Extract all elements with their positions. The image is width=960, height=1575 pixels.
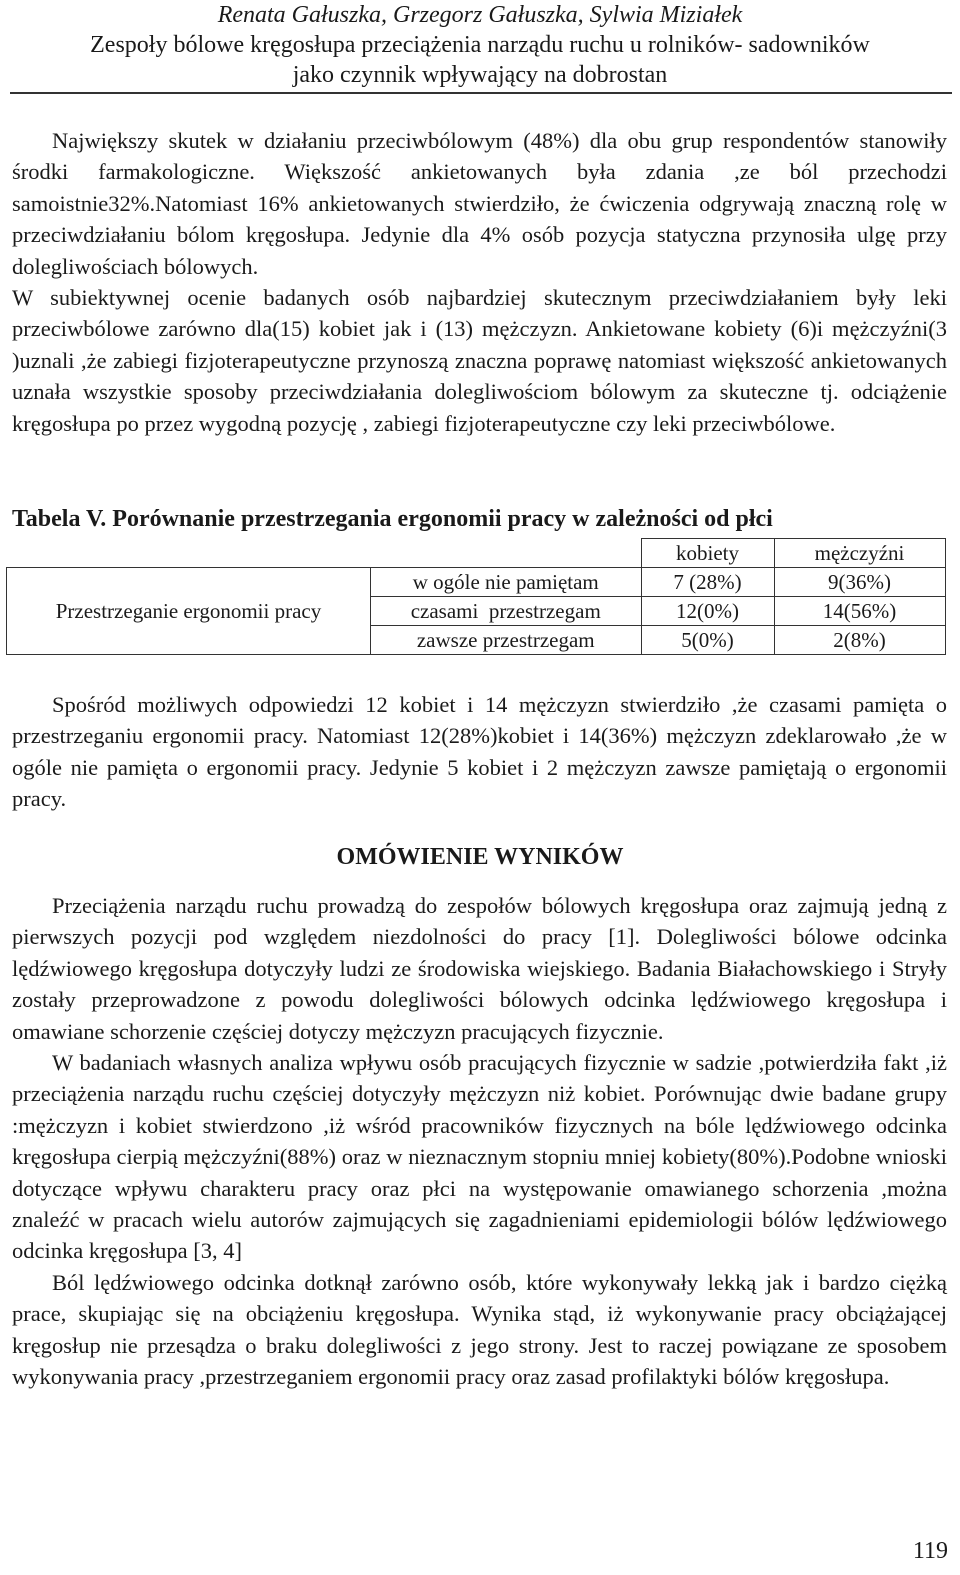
table-caption: Tabela V. Porównanie przestrzegania ergonomii pracy w zależności od płci: [12, 506, 773, 532]
page-number: 119: [912, 1538, 948, 1564]
row-group-label: Przestrzeganie ergonomii pracy: [7, 568, 371, 655]
table-commentary: [12, 689, 947, 815]
row-label: czasami przestrzegam: [371, 597, 642, 626]
section-heading: OMÓWIENIE WYNIKÓW: [336, 844, 624, 870]
paragraph: W subiektywnej ocenie badanych osób najbardziej skutecznym przeciwdziałaniem były leki przeciwbólowe zarówno dla(15) kobiet jak i (13) mężczyzn. Ankietowane kobiety (6)i mężczyźni(3 )uznali ,że zabiegi fizjoterapeutyczne przynoszą znaczna poprawę natomiast większość ankietowanych uznała wszystkie sposoby przeciwdziałania dolegliwościom bólowym za skuteczne tj. odciążenie kręgosłupa po przez wygodną pozycję , zabiegi fizjoterapeutyczne czy leki przeciwbólowe.: [12, 285, 947, 436]
table-cell: 2(8%): [774, 626, 945, 655]
results-text: [12, 125, 947, 439]
paragraph: W badaniach własnych analiza wpływu osób pracujących fizycznie w sadzie ,potwierdziła fakt ,iż przeciążenia narządu ruchu częściej dotyczyły mężczyzn niż kobiet. Porównując dwie badane grupy :mężczyzn i kobiet stwierdzono ,iż wśród pracowników fizycznych na bóle lędźwiowego odcinka kręgosłupa cierpią mężczyźni(88%) oraz w nieznacznym stopniu mniej kobiety(80%).Podobne wnioski dotyczące wpływu charakteru pracy oraz płci na występowanie omawianego schorzenia ,można znaleźć w pracach wielu autorów zajmujących się zagadnieniami epidemiologii bólów lędźwiowego odcinka kręgosłupa [3, 4]: [12, 1050, 947, 1264]
paragraph: Przeciążenia narządu ruchu prowadzą do zespołów bólowych kręgosłupa oraz zajmują jedną z pierwszych pozycji pod względem niezdolności do pracy [1]. Dolegliwości bólowe odcinka lędźwiowego kręgosłupa dotyczyły ludzi ze środowiska wiejskiego. Badania Białachowskiego i Stryły zostały przeprowadzone z powodu dolegliwości bólowych odcinka lędźwiowego kręgosłupa i omawiane schorzenie częściej dotyczy mężczyzn pracujących fizycznie.: [12, 893, 947, 1044]
header-authors: Renata Gałuszka, Grzegorz Gałuszka, Sylwia Miziałek: [217, 2, 743, 28]
table-row: [7, 568, 946, 597]
table-empty-cell: [7, 539, 371, 568]
paragraph: Największy skutek w działaniu przeciwbólowym (48%) dla obu grup respondentów stanowiły środki farmakologiczne. Większość ankietowanych była zdania ,ze ból przechodzi samoistnie32%.Natomiast 16% ankietowanych stwierdziło, że ćwiczenia odgrywają znaczną rolę w przeciwdziałaniu bólom kręgosłupa. Jedynie dla 4% osób pozycja statyczna przynosiła ulgę przy dolegliwościach bólowych.: [12, 128, 947, 279]
paragraph: Spośród możliwych odpowiedzi 12 kobiet i 14 mężczyzn stwierdziło ,że czasami pamięta o przestrzeganiu ergonomii pracy. Natomiast 12(28%)kobiet i 14(36%) mężczyzn zdeklarowało ,że w ogóle nie pamięta o ergonomii pracy. Jedynie 5 kobiet i 2 mężczyzn zawsze pamiętają o ergonomii pracy.: [12, 692, 947, 812]
row-label: zawsze przestrzegam: [371, 626, 642, 655]
header-title-line1: Zespoły bólowe kręgosłupa przeciążenia narządu ruchu u rolników- sadowników: [90, 32, 870, 58]
row-label: w ogóle nie pamiętam: [371, 568, 642, 597]
discussion-text: [12, 890, 947, 1393]
table-cell: 7 (28%): [641, 568, 774, 597]
table-cell: 12(0%): [641, 597, 774, 626]
header-title-line2: jako czynnik wpływający na dobrostan: [292, 62, 668, 88]
table-cell: 14(56%): [774, 597, 945, 626]
table-empty-cell: [371, 539, 642, 568]
running-header: [0, 0, 960, 90]
header-rule: [10, 92, 952, 94]
paragraph: Ból lędźwiowego odcinka dotknął zarówno osób, które wykonywały lekką jak i bardzo ciężką prace, skupiając się na obciążeniu kręgosłupa. Wynika stąd, iż wykonywanie pracy obciążającej kręgosłup nie przesądza o braku dolegliwości z jego strony. Jest to raczej powiązane ze sposobem wykonywania pracy ,przestrzeganiem ergonomii pracy oraz zasad profilaktyki bólów kręgosłupa.: [12, 1269, 947, 1390]
ergonomics-table: [6, 538, 946, 655]
table-cell: 9(36%): [774, 568, 945, 597]
column-header: mężczyźni: [774, 539, 945, 568]
table-header-row: [7, 539, 946, 568]
column-header: kobiety: [641, 539, 774, 568]
table-cell: 5(0%): [641, 626, 774, 655]
